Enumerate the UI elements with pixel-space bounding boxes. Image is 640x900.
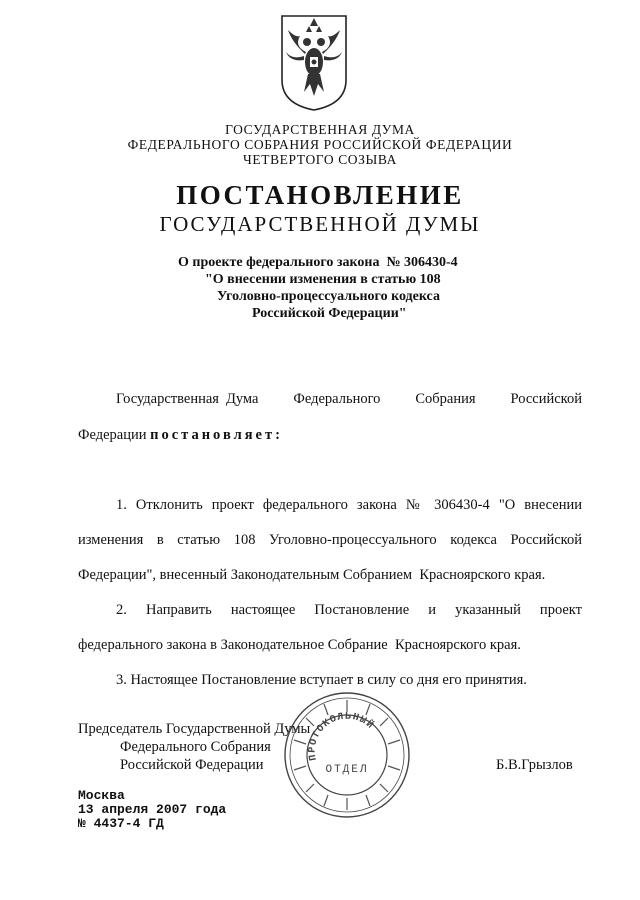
official-round-stamp-icon <box>282 690 412 820</box>
item2-line1: 2. Направить настоящее Постановление и указанный проект <box>116 602 582 618</box>
russian-coat-of-arms-icon <box>278 12 350 112</box>
stamp-center-text: ОТДЕЛ <box>325 764 369 776</box>
item2-line2: федерального закона в Законодательное Собрание Красноярского края. <box>78 637 521 653</box>
subject-line2: "О внесении изменения в статью 108 <box>205 272 441 287</box>
item1-line3: Федерации", внесенный Законодательным Собранием Красноярского края. <box>78 567 546 583</box>
item3-line1: 3. Настоящее Постановление вступает в силу со дня его принятия. <box>116 672 527 688</box>
convocation-line: ЧЕТВЕРТОГО СОЗЫВА <box>243 152 397 167</box>
signatory-title-line1: Председатель Государственной Думы <box>78 721 311 737</box>
document-type-subtitle: ГОСУДАРСТВЕННОЙ ДУМЫ <box>159 212 481 236</box>
signatory-name: Б.В.Грызлов <box>496 757 573 773</box>
resolution-verb: постановляет: <box>150 427 283 443</box>
date-of-signing: 13 апреля 2007 года <box>78 802 227 817</box>
item1-line2: изменения в статью 108 Уголовно-процессуального кодекса Российской <box>78 532 582 548</box>
document-type-title: ПОСТАНОВЛЕНИЕ <box>176 180 464 210</box>
preamble-line2 <box>78 426 283 444</box>
subject-line3: Уголовно-процессуального кодекса <box>217 289 440 304</box>
svg-text:ПРОТОКОЛЬНЫЙ <box>308 712 378 762</box>
preamble-line2-start: Федерации <box>78 427 151 443</box>
org-name-line2: ФЕДЕРАЛЬНОГО СОБРАНИЯ РОССИЙСКОЙ ФЕДЕРАЦИИ <box>127 137 513 152</box>
document-number: № 4437-4 ГД <box>78 816 164 831</box>
signatory-title-line3: Российской Федерации <box>120 757 264 773</box>
org-name-line1: ГОСУДАРСТВЕННАЯ ДУМА <box>225 122 415 137</box>
subject-line1: О проекте федерального закона № 306430-4 <box>178 255 458 270</box>
subject-line4: Российской Федерации" <box>252 306 407 321</box>
signatory-title-line2: Федерального Собрания <box>120 739 271 755</box>
place-of-signing: Москва <box>78 788 125 803</box>
stamp-inner-text: ПРОТОКОЛЬНЫЙ <box>307 711 376 762</box>
item1-line1: 1. Отклонить проект федерального закона № 306430-4 "О внесении <box>116 497 582 513</box>
preamble-line1: Государственная Дума Федерального Собрания Российской <box>116 391 582 407</box>
